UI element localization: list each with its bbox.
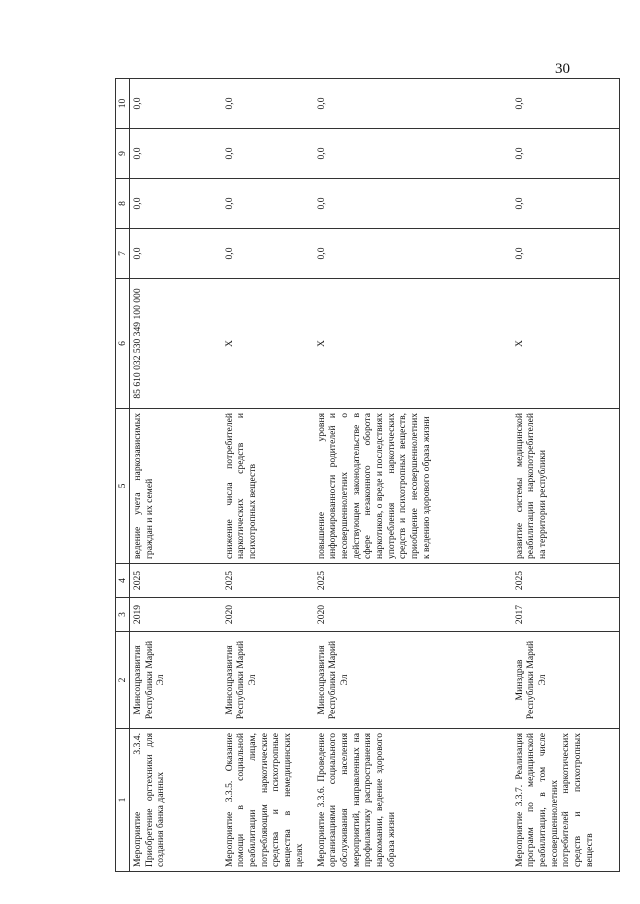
value-cell: 0,0 — [512, 79, 620, 129]
measure-cell: Мероприятие 3.3.7. Реализация программ по медицинской реабилитации, в том числе несовершеннолетних потребителей наркотических средств и психотропных веществ — [512, 729, 620, 872]
result-cell: ведение учета наркозависимых граждан и их семей — [130, 409, 222, 564]
header-cell: 3 — [116, 598, 130, 632]
value-cell: 0,0 — [222, 129, 314, 179]
end-year-cell: 2025 — [130, 564, 222, 598]
value-cell: 0,0 — [314, 179, 512, 229]
start-year-cell: 2019 — [130, 598, 222, 632]
budget-code-cell: 85 610 032 530 349 100 000 — [130, 279, 222, 409]
start-year-cell: 2017 — [512, 598, 620, 632]
budget-code-cell: X — [512, 279, 620, 409]
value-cell: 0,0 — [314, 79, 512, 129]
value-cell: 0,0 — [222, 229, 314, 279]
value-cell: 0,0 — [512, 129, 620, 179]
value-cell: 0,0 — [512, 179, 620, 229]
header-cell: 4 — [116, 564, 130, 598]
page-number: 30 — [555, 61, 570, 77]
header-cell: 9 — [116, 129, 130, 179]
header-cell: 1 — [116, 729, 130, 872]
executor-cell: Минсоцразвития Республики Марий Эл — [130, 632, 222, 729]
table-row — [222, 79, 314, 872]
measure-cell: Мероприятие 3.3.6. Проведение организациями социального обслуживания населения мероприятий, направленных на профилактику распространения наркомании, ведение здорового образа жизни — [314, 729, 512, 872]
header-row — [116, 79, 130, 872]
executor-cell: Минздрав Республики Марий Эл — [512, 632, 620, 729]
program-measures-table — [115, 78, 620, 872]
end-year-cell: 2025 — [314, 564, 512, 598]
table-row — [512, 79, 620, 872]
end-year-cell: 2025 — [222, 564, 314, 598]
value-cell: 0,0 — [130, 179, 222, 229]
value-cell: 0,0 — [222, 179, 314, 229]
start-year-cell: 2020 — [222, 598, 314, 632]
measure-cell: Мероприятие 3.3.5. Оказание помощи в социальной реабилитации лицам, потребляющим наркотические средства и психотропные вещества в немедицинских целях — [222, 729, 314, 872]
header-cell: 7 — [116, 229, 130, 279]
value-cell: 0,0 — [130, 79, 222, 129]
value-cell: 0,0 — [314, 129, 512, 179]
end-year-cell: 2025 — [512, 564, 620, 598]
value-cell: 0,0 — [130, 129, 222, 179]
header-cell: 6 — [116, 279, 130, 409]
table-row — [314, 79, 512, 872]
value-cell: 0,0 — [314, 229, 512, 279]
header-cell: 5 — [116, 409, 130, 564]
header-cell: 8 — [116, 179, 130, 229]
result-cell: снижение числа потребителей наркотических средств и психотропных веществ — [222, 409, 314, 564]
start-year-cell: 2020 — [314, 598, 512, 632]
header-cell: 10 — [116, 79, 130, 129]
table-row — [130, 79, 222, 872]
value-cell: 0,0 — [512, 229, 620, 279]
executor-cell: Минсоцразвития Республики Марий Эл — [222, 632, 314, 729]
measure-cell: Мероприятие 3.3.4. Приобретение оргтехники для создания банка данных — [130, 729, 222, 872]
value-cell: 0,0 — [222, 79, 314, 129]
result-cell: повышение уровня информированности родителей и несовершеннолетних о действующем законодательстве в сфере незаконного оборота наркотиков, о вреде и последствиях употребления наркотических средств и психотропных веществ, приобщение несовершеннолетних к ведению здорового образа жизни — [314, 409, 512, 564]
budget-code-cell: X — [314, 279, 512, 409]
header-cell: 2 — [116, 632, 130, 729]
executor-cell: Минсоцразвития Республики Марий Эл — [314, 632, 512, 729]
value-cell: 0,0 — [130, 229, 222, 279]
budget-code-cell: X — [222, 279, 314, 409]
result-cell: развитие системы медицинской реабилитации наркопотребителей на территории республики — [512, 409, 620, 564]
